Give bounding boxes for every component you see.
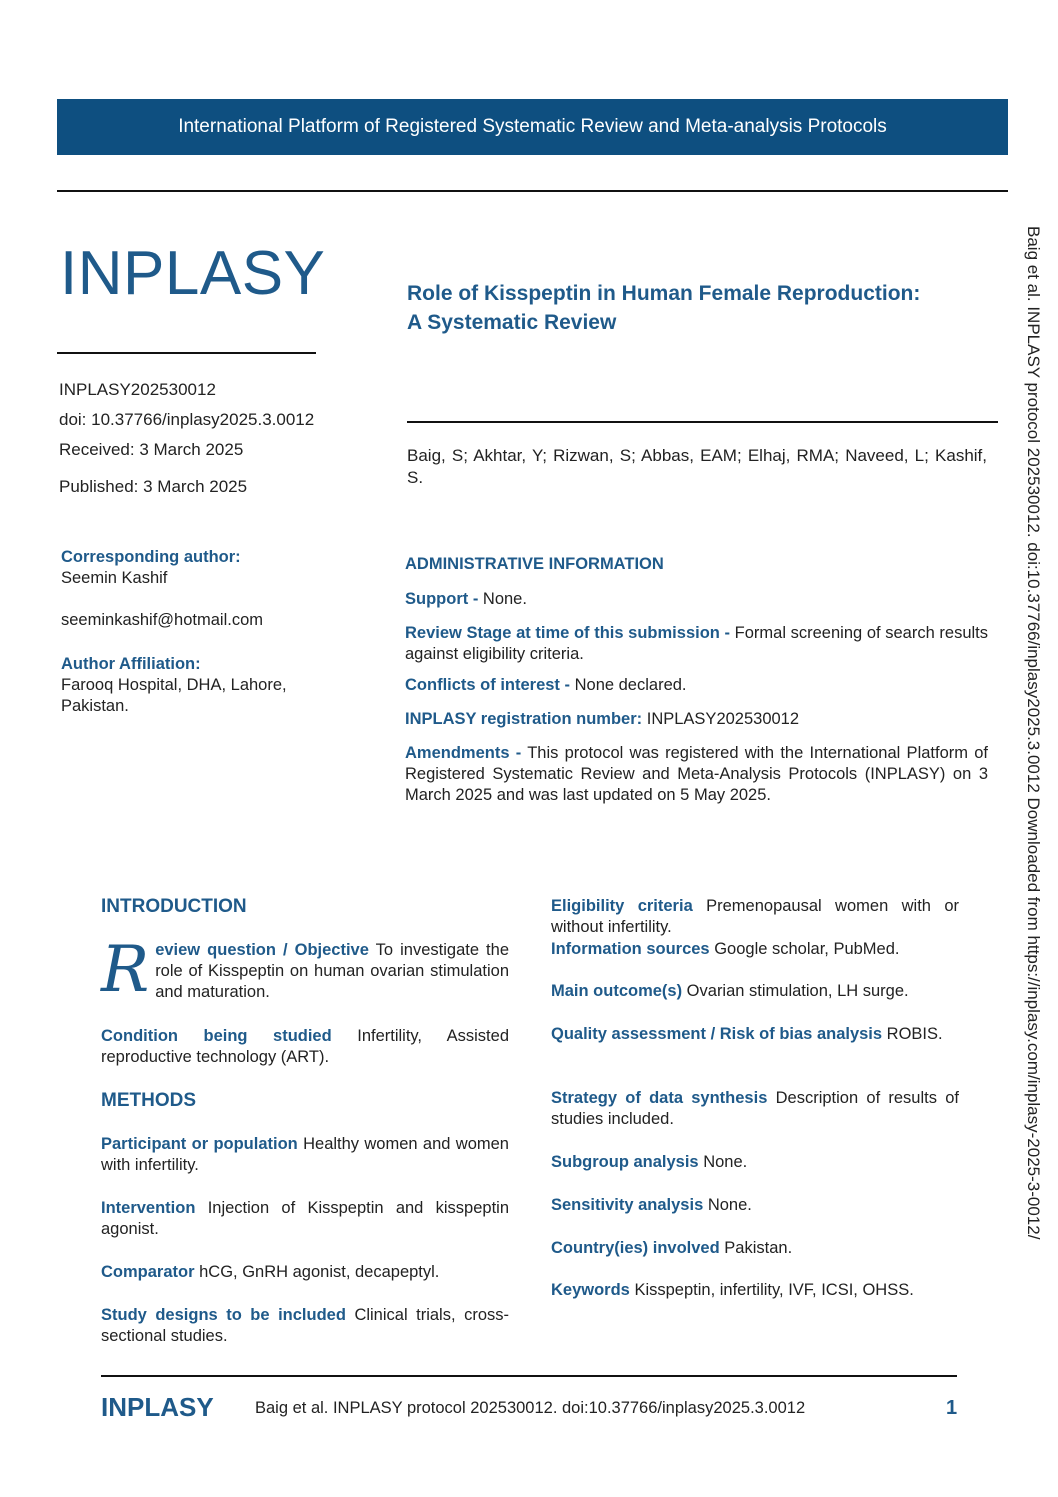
review-question-label: eview question / Objective: [155, 941, 369, 959]
stage-value: Formal screening of search results against eligibility criteria.: [405, 624, 988, 663]
eligibility-value: Premenopausal women with or without infertility.: [551, 897, 959, 936]
information-sources: [551, 939, 959, 960]
intervention-label: Intervention: [101, 1199, 196, 1217]
affiliation-label: Author Affiliation:: [61, 655, 201, 673]
methods-heading: METHODS: [101, 1090, 196, 1111]
participants-label: Participant or population: [101, 1135, 298, 1153]
main-outcomes: [551, 981, 959, 1002]
quality-assessment-value: ROBIS.: [882, 1025, 943, 1043]
condition-value: Infertility, Assisted reproductive technology (ART).: [101, 1027, 509, 1066]
comparator: [101, 1262, 509, 1283]
intervention-value: Injection of Kisspeptin and kisspeptin agonist.: [101, 1199, 509, 1238]
corresponding-author-email: seeminkashif@hotmail.com: [61, 611, 263, 629]
brand-rule: [57, 352, 316, 354]
study-designs: [101, 1305, 509, 1347]
keywords-label: Keywords: [551, 1281, 630, 1299]
quality-assessment-label: Quality assessment / Risk of bias analysis: [551, 1025, 883, 1043]
review-question-value: To investigate the role of Kisspeptin on human ovarian stimulation and maturation.: [155, 941, 509, 1001]
corresponding-author-label: Corresponding author:: [61, 548, 241, 566]
footer-citation: Baig et al. INPLASY protocol 202530012. doi:10.37766/inplasy2025.3.0012: [255, 1399, 806, 1417]
countries-value: Pakistan.: [719, 1239, 793, 1257]
main-outcomes-value: Ovarian stimulation, LH surge.: [682, 982, 909, 1000]
corresponding-author-block: [61, 547, 341, 631]
title-line-1: Role of Kisspeptin in Human Female Reproduction:: [407, 282, 921, 305]
condition: [101, 1026, 509, 1068]
footer-brand: INPLASY: [101, 1392, 214, 1422]
study-designs-value: Clinical trials, cross-sectional studies.: [101, 1306, 509, 1345]
corresponding-author-name: Seemin Kashif: [61, 569, 168, 587]
admin-heading: ADMINISTRATIVE INFORMATION: [405, 555, 664, 573]
banner-text: International Platform of Registered Systematic Review and Meta-analysis Protocols: [178, 116, 887, 137]
footer-rule: [101, 1375, 957, 1377]
eligibility: [551, 896, 959, 938]
data-synthesis-label: Strategy of data synthesis: [551, 1089, 768, 1107]
amend-label: Amendments -: [405, 744, 522, 762]
amend-value: This protocol was registered with the International Platform of Registered Systematic Review and Meta-Analysis Protocols (INPLASY) on 3 March 2025 and was last updated on 5 May 2025.: [405, 744, 988, 804]
subgroup-analysis-value: None.: [698, 1153, 748, 1171]
conflicts-label: Conflicts of interest -: [405, 676, 571, 694]
countries: [551, 1238, 959, 1259]
support-value: None.: [478, 590, 527, 608]
vertical-citation-text: Baig et al. INPLASY protocol 202530012. doi:10.37766/inplasy2025.3.0012 Downloaded from https://inplasy.com/inplasy-2025-3-0012/: [1024, 226, 1043, 1240]
author-list: Baig, S; Akhtar, Y; Rizwan, S; Abbas, EAM; Elhaj, RMA; Naveed, L; Kashif, S.: [407, 446, 987, 487]
published-date: Published: 3 March 2025: [59, 477, 248, 496]
participants: [101, 1134, 509, 1176]
information-sources-label: Information sources: [551, 940, 710, 958]
main-outcomes-label: Main outcome(s): [551, 982, 683, 1000]
study-designs-label: Study designs to be included: [101, 1306, 346, 1324]
conflicts-value: None declared.: [570, 676, 687, 694]
admin-review-stage: [405, 623, 988, 665]
countries-label: Country(ies) involved: [551, 1239, 720, 1257]
drop-cap: R: [101, 933, 150, 1007]
page-number: 1: [946, 1397, 958, 1419]
intervention: [101, 1198, 509, 1240]
sensitivity-analysis: [551, 1195, 959, 1216]
doi: doi: 10.37766/inplasy2025.3.0012: [59, 410, 315, 429]
admin-amendments: [405, 743, 988, 806]
paper-title: [407, 279, 997, 337]
comparator-value: hCG, GnRH agonist, decapeptyl.: [194, 1263, 440, 1281]
introduction-heading: INTRODUCTION: [101, 896, 247, 917]
received-date: Received: 3 March 2025: [59, 440, 244, 459]
eligibility-label: Eligibility criteria: [551, 897, 693, 915]
title-line-2: A Systematic Review: [407, 311, 617, 334]
regnum-value: INPLASY202530012: [642, 710, 800, 728]
stage-label: Review Stage at time of this submission -: [405, 624, 730, 642]
information-sources-value: Google scholar, PubMed.: [709, 940, 900, 958]
admin-conflicts: [405, 675, 988, 696]
title-rule: [407, 421, 998, 423]
review-question: [101, 933, 509, 1007]
condition-label: Condition being studied: [101, 1027, 332, 1045]
affiliation-text: Farooq Hospital, DHA, Lahore, Pakistan.: [61, 676, 287, 715]
participants-value: Healthy women and women with infertility.: [101, 1135, 509, 1174]
data-synthesis-value: Description of results of studies included.: [551, 1089, 959, 1128]
top-rule: [57, 190, 1008, 192]
affiliation-block: [61, 654, 321, 717]
admin-registration: [405, 709, 988, 730]
keywords: [551, 1280, 959, 1301]
support-label: Support -: [405, 590, 479, 608]
sensitivity-analysis-label: Sensitivity analysis: [551, 1196, 704, 1214]
vertical-citation: [1023, 226, 1058, 1306]
brand-logo-text: INPLASY: [60, 239, 326, 308]
sensitivity-analysis-value: None.: [703, 1196, 752, 1214]
subgroup-analysis-label: Subgroup analysis: [551, 1153, 699, 1171]
regnum-label: INPLASY registration number:: [405, 710, 643, 728]
quality-assessment: [551, 1024, 959, 1045]
keywords-value: Kisspeptin, infertility, IVF, ICSI, OHSS.: [629, 1281, 914, 1299]
header-banner: [57, 99, 1008, 155]
data-synthesis: [551, 1088, 959, 1130]
protocol-id: INPLASY202530012: [59, 380, 216, 399]
subgroup-analysis: [551, 1152, 959, 1173]
comparator-label: Comparator: [101, 1263, 195, 1281]
admin-support: [405, 589, 988, 610]
